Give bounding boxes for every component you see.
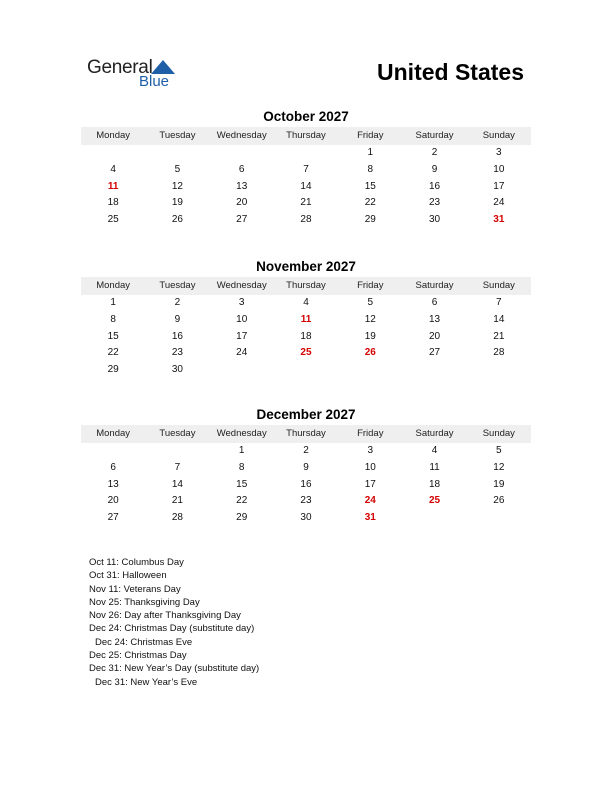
day-cell: 20 bbox=[428, 330, 441, 342]
holiday-entry: Nov 25: Thanksgiving Day bbox=[89, 596, 200, 608]
day-cell: 30 bbox=[428, 214, 441, 226]
day-cell: 8 bbox=[367, 163, 374, 175]
holiday-entry: Nov 11: Veterans Day bbox=[89, 583, 181, 595]
weekday-label: Monday bbox=[96, 280, 131, 291]
day-cell: 7 bbox=[174, 461, 181, 473]
week-row bbox=[81, 477, 531, 494]
day-cell: 1 bbox=[367, 147, 374, 158]
day-cell: 29 bbox=[364, 214, 376, 226]
day-cell: 22 bbox=[236, 495, 248, 507]
day-cell bbox=[402, 362, 466, 379]
holiday-day-cell: 11 bbox=[300, 313, 312, 325]
logo-blue-text: Blue bbox=[139, 73, 170, 90]
holiday-entry: Dec 25: Christmas Day bbox=[89, 650, 187, 662]
day-cell: 28 bbox=[300, 214, 312, 226]
weekday-label: Monday bbox=[96, 130, 131, 141]
weekday-header bbox=[81, 127, 531, 145]
day-cell: 26 bbox=[493, 495, 505, 507]
holiday-entry: Dec 31: New Year’s Eve bbox=[95, 676, 198, 688]
weekday-label: Friday bbox=[357, 428, 384, 439]
day-cell: 17 bbox=[493, 180, 505, 192]
day-cell: 18 bbox=[107, 197, 119, 209]
week-row bbox=[81, 510, 531, 527]
holiday-entry: Oct 11: Columbus Day bbox=[89, 557, 184, 568]
holiday-day-cell: 31 bbox=[364, 512, 376, 524]
week-row bbox=[81, 329, 531, 346]
weekday-label: Thursday bbox=[286, 130, 326, 141]
day-cell: 30 bbox=[300, 512, 312, 524]
day-cell: 15 bbox=[236, 478, 248, 490]
day-cell: 24 bbox=[236, 347, 248, 359]
holiday-entry: Dec 24: Christmas Day (substitute day) bbox=[89, 623, 255, 635]
day-cell bbox=[274, 362, 338, 379]
holiday-entry: Oct 31: Halloween bbox=[89, 570, 167, 582]
day-cell: 4 bbox=[431, 445, 438, 456]
week-row bbox=[81, 162, 531, 179]
day-cell: 14 bbox=[300, 180, 312, 192]
day-cell bbox=[467, 510, 531, 527]
day-cell bbox=[274, 145, 338, 162]
day-cell: 16 bbox=[171, 330, 183, 342]
holiday-list bbox=[89, 556, 389, 689]
day-cell bbox=[338, 362, 402, 379]
day-cell: 14 bbox=[493, 313, 505, 325]
day-cell bbox=[467, 362, 531, 379]
month-calendar bbox=[81, 257, 531, 379]
day-cell: 9 bbox=[431, 163, 438, 175]
day-cell: 5 bbox=[496, 445, 502, 456]
day-cell: 2 bbox=[174, 297, 181, 308]
day-cell bbox=[402, 510, 466, 527]
day-cell: 23 bbox=[428, 197, 441, 209]
day-cell: 6 bbox=[431, 297, 438, 308]
day-cell bbox=[145, 443, 209, 460]
holiday-day-cell: 26 bbox=[364, 347, 376, 359]
country-title: United States bbox=[377, 59, 524, 85]
day-cell: 23 bbox=[300, 495, 312, 507]
day-cell: 13 bbox=[236, 180, 248, 192]
weekday-label: Thursday bbox=[286, 428, 326, 439]
weekday-label: Tuesday bbox=[159, 428, 196, 439]
day-cell: 1 bbox=[110, 297, 116, 308]
day-cell: 29 bbox=[236, 512, 248, 524]
day-cell: 28 bbox=[493, 347, 505, 359]
weekday-label: Sunday bbox=[482, 280, 515, 291]
day-cell: 15 bbox=[107, 330, 119, 342]
weekday-label: Saturday bbox=[415, 280, 454, 291]
day-cell: 20 bbox=[236, 197, 248, 209]
day-cell: 13 bbox=[107, 478, 119, 490]
day-cell: 21 bbox=[300, 197, 312, 209]
day-cell: 12 bbox=[364, 313, 376, 325]
month-title: October 2027 bbox=[263, 109, 349, 124]
day-cell: 5 bbox=[174, 163, 181, 175]
holiday-entry: Dec 31: New Year’s Day (substitute day) bbox=[89, 663, 260, 675]
day-cell: 1 bbox=[238, 445, 245, 456]
week-row bbox=[81, 362, 531, 379]
week-row bbox=[81, 212, 531, 229]
day-cell: 9 bbox=[303, 461, 309, 473]
day-cell: 27 bbox=[107, 512, 119, 524]
week-row bbox=[81, 195, 531, 212]
week-row bbox=[81, 345, 531, 362]
day-cell: 22 bbox=[107, 347, 119, 359]
day-cell: 12 bbox=[171, 180, 183, 192]
day-cell: 3 bbox=[367, 445, 374, 456]
day-cell: 30 bbox=[171, 364, 183, 376]
day-cell: 22 bbox=[364, 197, 376, 209]
holiday-entry: Nov 26: Day after Thanksgiving Day bbox=[89, 610, 241, 622]
day-cell: 17 bbox=[236, 330, 248, 342]
day-cell: 25 bbox=[107, 214, 119, 226]
day-cell: 4 bbox=[110, 163, 116, 175]
day-cell: 24 bbox=[493, 197, 505, 209]
weekday-label: Tuesday bbox=[159, 280, 196, 291]
holiday-entry: Dec 24: Christmas Eve bbox=[95, 636, 193, 648]
day-cell: 29 bbox=[107, 364, 119, 376]
weekday-header bbox=[81, 277, 531, 295]
holiday-day-cell: 31 bbox=[493, 214, 505, 226]
day-cell: 23 bbox=[171, 347, 183, 359]
weekday-label: Wednesday bbox=[216, 280, 267, 291]
day-cell: 8 bbox=[110, 313, 116, 325]
holiday-day-cell: 25 bbox=[300, 347, 312, 359]
day-cell: 17 bbox=[364, 478, 376, 490]
day-cell: 3 bbox=[496, 147, 502, 158]
day-cell: 10 bbox=[364, 461, 376, 473]
day-cell: 8 bbox=[238, 461, 245, 473]
day-cell: 7 bbox=[303, 163, 309, 175]
day-cell: 16 bbox=[300, 478, 312, 490]
weekday-label: Friday bbox=[357, 130, 384, 141]
day-cell: 18 bbox=[428, 478, 441, 490]
day-cell: 3 bbox=[238, 297, 245, 308]
day-cell bbox=[145, 145, 209, 162]
day-cell bbox=[81, 145, 145, 162]
day-cell: 16 bbox=[428, 180, 441, 192]
day-cell: 11 bbox=[429, 461, 440, 473]
day-cell: 18 bbox=[300, 330, 312, 342]
day-cell: 28 bbox=[171, 512, 183, 524]
week-row bbox=[81, 295, 531, 312]
holiday-day-cell: 11 bbox=[107, 180, 119, 192]
day-cell: 10 bbox=[493, 163, 505, 175]
day-cell bbox=[81, 443, 145, 460]
weekday-label: Thursday bbox=[286, 280, 326, 291]
month-title: November 2027 bbox=[256, 259, 356, 274]
month-calendar bbox=[81, 405, 531, 527]
holiday-day-cell: 24 bbox=[364, 495, 376, 507]
day-cell: 6 bbox=[110, 461, 116, 473]
week-row bbox=[81, 460, 531, 477]
day-cell: 19 bbox=[171, 197, 183, 209]
day-cell: 6 bbox=[238, 163, 245, 175]
weekday-label: Saturday bbox=[415, 428, 454, 439]
weekday-label: Wednesday bbox=[216, 428, 267, 439]
day-cell: 4 bbox=[303, 297, 309, 308]
weekday-header bbox=[81, 425, 531, 443]
day-cell: 13 bbox=[428, 313, 441, 325]
week-row bbox=[81, 145, 531, 162]
weekday-label: Saturday bbox=[415, 130, 454, 141]
day-cell: 21 bbox=[493, 330, 505, 342]
weekday-label: Sunday bbox=[482, 130, 515, 141]
week-row bbox=[81, 179, 531, 196]
day-cell: 9 bbox=[174, 313, 181, 325]
month-calendar bbox=[81, 107, 531, 229]
day-cell: 27 bbox=[428, 347, 441, 359]
day-cell bbox=[210, 145, 274, 162]
day-cell bbox=[210, 362, 274, 379]
day-cell: 14 bbox=[171, 478, 183, 490]
week-row bbox=[81, 443, 531, 460]
weekday-label: Tuesday bbox=[159, 130, 196, 141]
day-cell: 19 bbox=[364, 330, 376, 342]
day-cell: 2 bbox=[303, 445, 309, 456]
holiday-day-cell: 25 bbox=[428, 495, 441, 507]
weekday-label: Monday bbox=[96, 428, 131, 439]
week-row bbox=[81, 493, 531, 510]
day-cell: 19 bbox=[493, 478, 505, 490]
day-cell: 7 bbox=[496, 297, 502, 308]
logo-general-text: General bbox=[87, 57, 153, 78]
day-cell: 21 bbox=[171, 495, 183, 507]
week-row bbox=[81, 312, 531, 329]
generalblue-logo bbox=[87, 57, 197, 93]
day-cell: 26 bbox=[171, 214, 183, 226]
weekday-label: Friday bbox=[357, 280, 384, 291]
day-cell: 2 bbox=[431, 147, 438, 158]
logo-flag-icon bbox=[151, 60, 175, 74]
day-cell: 20 bbox=[107, 495, 119, 507]
day-cell: 10 bbox=[236, 313, 248, 325]
weekday-label: Wednesday bbox=[216, 130, 267, 141]
day-cell: 12 bbox=[493, 461, 505, 473]
weekday-label: Sunday bbox=[482, 428, 515, 439]
day-cell: 5 bbox=[367, 297, 374, 308]
day-cell: 15 bbox=[364, 180, 376, 192]
month-title: December 2027 bbox=[256, 407, 356, 422]
day-cell: 27 bbox=[236, 214, 248, 226]
